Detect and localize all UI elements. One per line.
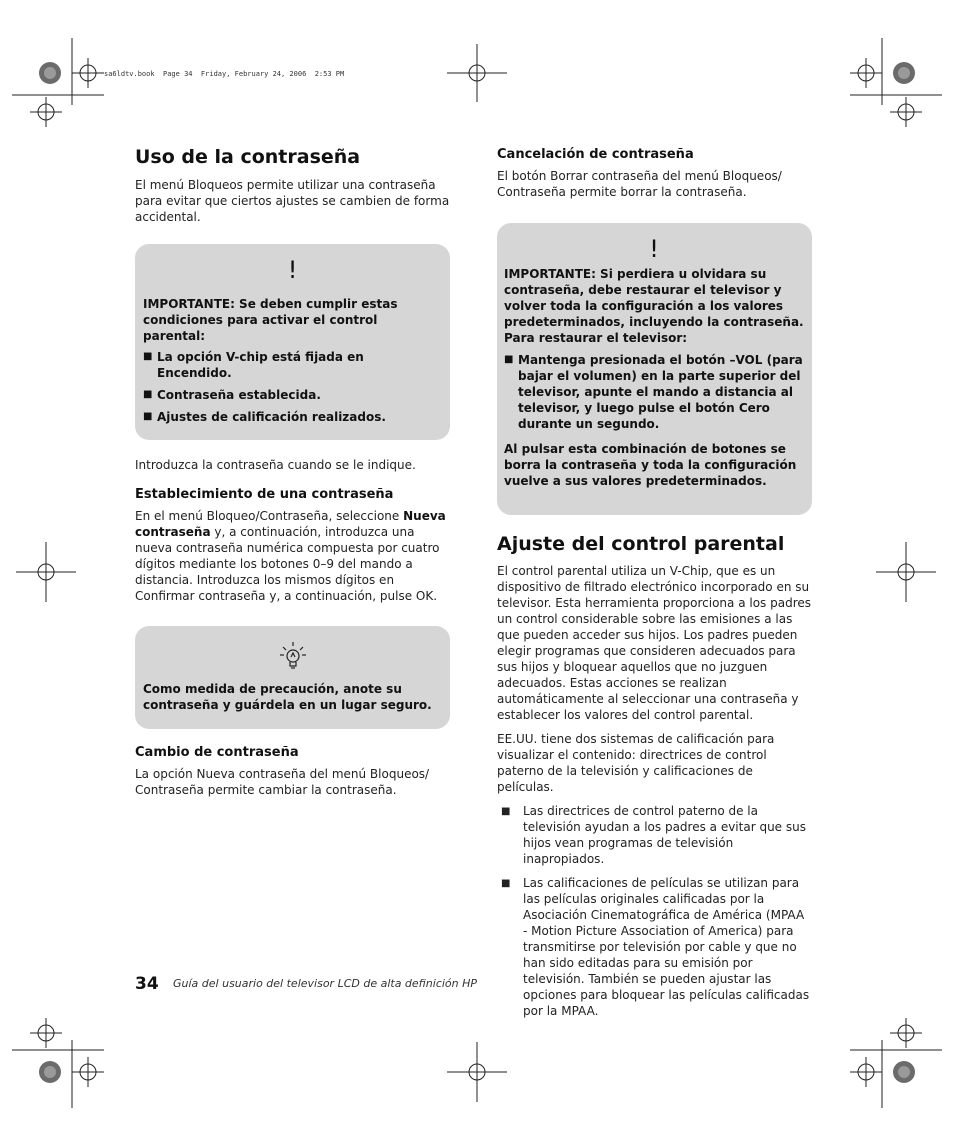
change-password-heading: Cambio de contraseña: [135, 745, 299, 760]
change-password-text: La opción Nueva contraseña del menú Bloqueos/ Contraseña permite cambiar la contraseña.: [135, 767, 430, 797]
condition-item: ■ La opción V-chip está fijada en Encendido.: [143, 350, 364, 380]
enter-password-text: Introduzca la contraseña cuando se le indique.: [135, 458, 416, 472]
important-box-right: [497, 223, 812, 515]
important-icon: !: [287, 256, 298, 284]
list-item: ■ Las calificaciones de películas se utilizan para las películas originales calificadas por la Asociación Cinematográfica de América (MPAA - Motion Picture Association of America) para transmitirse por televisión por cable y que no han sido editadas para su emisión por televisión. También se pueden ajustar las opciones para bloquear las películas calificadas por la MPAA.: [501, 876, 810, 1018]
left-column: [135, 146, 450, 225]
parental-paragraph-2: EE.UU. tiene dos sistemas de calificación para visualizar el contenido: directrices de control paterno de la televisión y calificaciones de películas.: [497, 732, 775, 794]
tip-text: Como medida de precaución, anote su contraseña y guárdela en un lugar seguro.: [143, 682, 432, 712]
list-item: ■ Las directrices de control paterno de la televisión ayudan a los padres a evitar que sus hijos vean programas de televisión inapropiados.: [501, 804, 806, 866]
condition-item: ■ Ajustes de calificación realizados.: [143, 410, 386, 424]
left-column-middle: [135, 457, 450, 604]
lightbulb-icon: [278, 638, 308, 672]
parental-paragraph-1: El control parental utiliza un V-Chip, que es un dispositivo de filtrado electrónico incorporado en su televisor. Esta herramienta proporciona a los padres un control considerable sobre las emisiones a las que pueden acceder sus hijos. Los padres pueden elegir programas que consideren adecuados para sus hijos y bloquear aquellos que no juzguen adecuados. Estas acciones se realizan automáticamente al seleccionar una contraseña y establecer los valores del control parental.: [497, 564, 811, 722]
cancel-password-heading: Cancelación de contraseña: [497, 147, 694, 162]
file-header: sa6ldtv.book Page 34 Friday, February 24, 2006 2:53 PM: [104, 70, 345, 78]
tip-box: [135, 626, 450, 729]
condition-item: ■ Contraseña establecida.: [143, 388, 321, 402]
important-icon: !: [649, 235, 659, 263]
important-heading: IMPORTANTE: Si perdiera u olvidara su contraseña, debe restaurar el televisor y volver toda la configuración a los valores predeterminados, incluyendo la contraseña. Para restaurar el televisor:: [504, 267, 804, 345]
set-password-heading: Establecimiento de una contraseña: [135, 487, 394, 502]
section-title-password: Uso de la contraseña: [135, 146, 361, 168]
important-heading: IMPORTANTE: Se deben cumplir estas condiciones para activar el control parental:: [143, 297, 398, 343]
page-number: 34: [135, 974, 159, 994]
section-title-parental: Ajuste del control parental: [497, 533, 785, 555]
password-intro: El menú Bloqueos permite utilizar una contraseña para evitar que ciertos ajustes se cambien de forma accidental.: [135, 178, 450, 224]
footer-title: Guía del usuario del televisor LCD de alta definición HP: [173, 977, 478, 990]
cancel-password-text: El botón Borrar contraseña del menú Bloqueos/ Contraseña permite borrar la contraseña.: [497, 169, 782, 199]
right-column-top: [497, 147, 812, 200]
important-box-left: [135, 244, 450, 440]
right-column-bottom: [497, 533, 812, 1019]
new-password-term: Nueva contraseña: [135, 509, 446, 539]
left-column-bottom: [135, 745, 450, 798]
restore-closing: Al pulsar esta combinación de botones se borra la contraseña y toda la configuración vuelve a sus valores predeterminados.: [504, 442, 797, 488]
set-password-text: En el menú Bloqueo/Contraseña, seleccione Nueva contraseña y, a continuación, introduzca una nueva contraseña numérica compuesta por cuatro dígitos mediante los botones 0–9 del mando a distancia. Introduzca los mismos dígitos en Confirmar contraseña y, a continuación, pulse OK.: [135, 509, 446, 603]
restore-step: ■ Mantenga presionada el botón –VOL (para bajar el volumen) en la parte superior del televisor, apunte el mando a distancia al televisor, y luego pulse el botón Cero durante un segundo.: [504, 353, 803, 431]
